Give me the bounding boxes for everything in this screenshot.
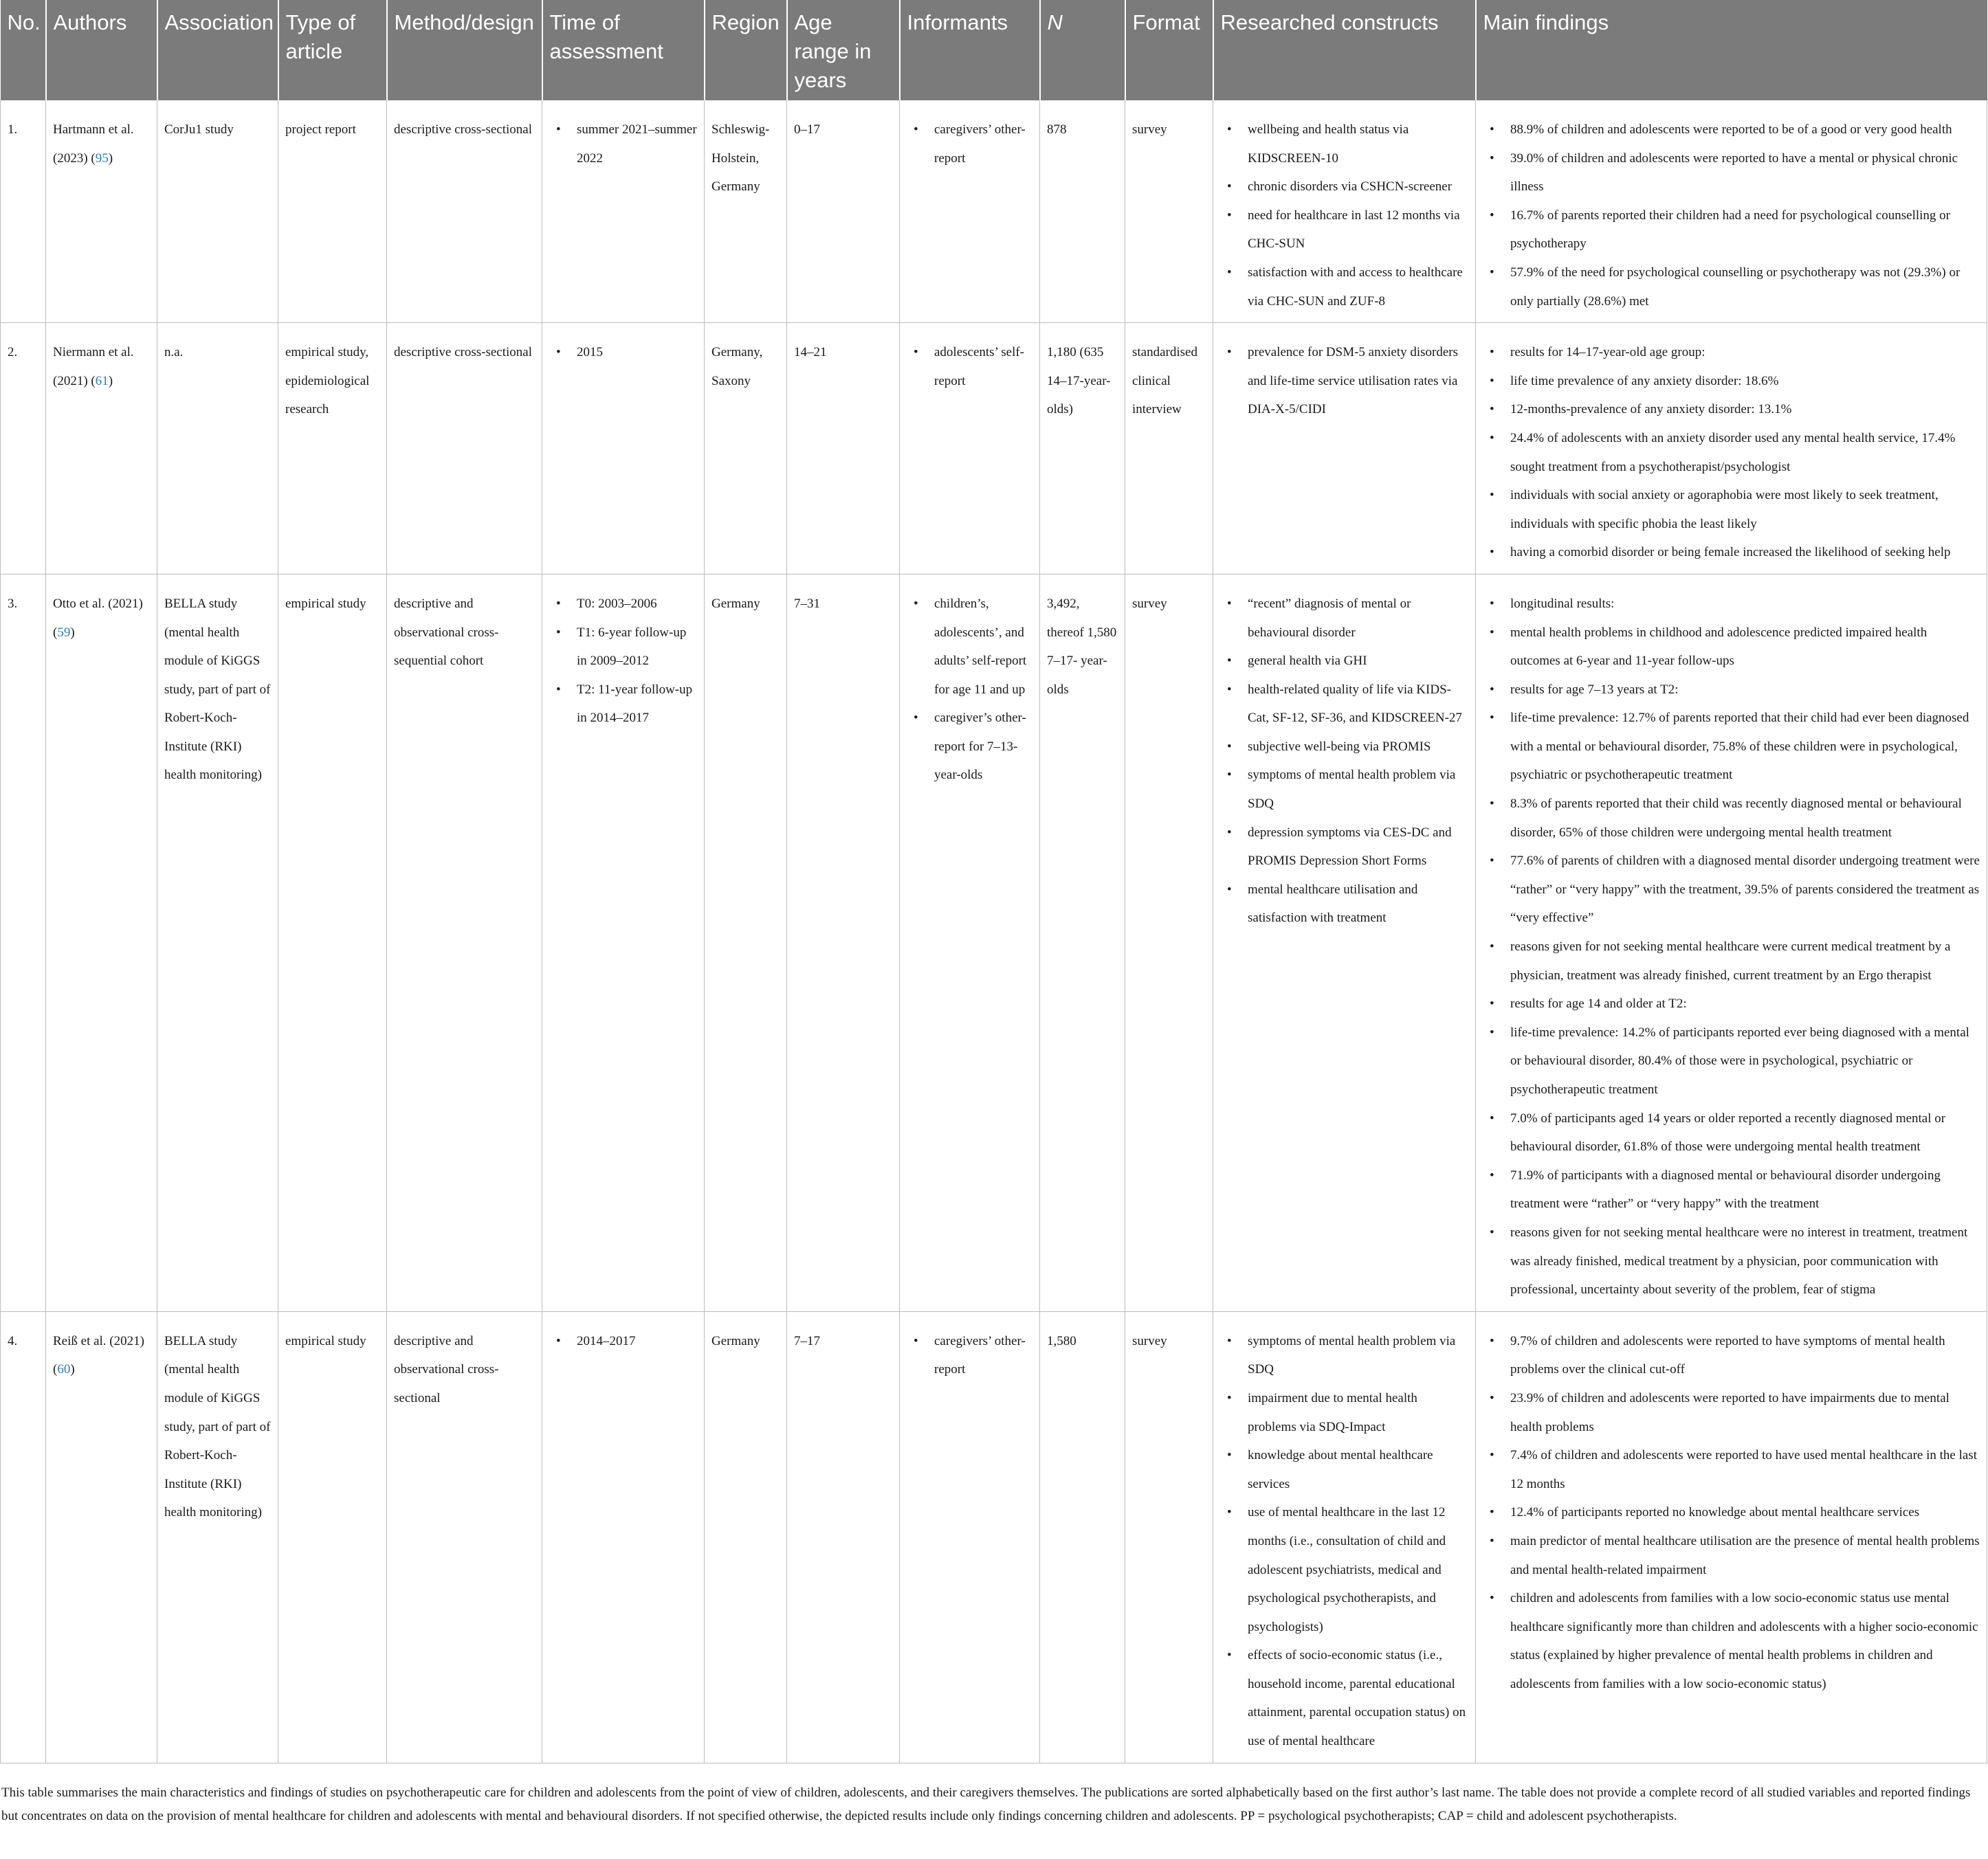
header-region: Region bbox=[705, 0, 787, 100]
cell-time bbox=[542, 100, 705, 323]
cell-region: Germany, Saxony bbox=[705, 323, 787, 575]
cell-method: descriptive cross-sectional bbox=[387, 100, 542, 323]
cell-method: descriptive cross-sectional bbox=[387, 323, 542, 575]
table-row bbox=[1, 574, 1987, 1311]
cell-constructs bbox=[1213, 100, 1476, 323]
cell-informants bbox=[900, 1311, 1040, 1763]
header-informants: Informants bbox=[900, 0, 1040, 100]
cell-region: Germany bbox=[705, 1311, 787, 1763]
header-type: Type of article bbox=[278, 0, 387, 100]
cell-n: 1,180 (635 14–17-year-olds) bbox=[1040, 323, 1125, 575]
cell-region: Germany bbox=[705, 574, 787, 1311]
cell-constructs bbox=[1213, 1311, 1476, 1763]
finding-item: • 12.4% of participants reported no knowledge about mental healthcare services bbox=[1483, 1498, 1980, 1527]
findings-list bbox=[1483, 1327, 1980, 1699]
cell-time-list bbox=[549, 115, 697, 172]
cell-constructs-list bbox=[1220, 1327, 1468, 1756]
list-item: • wellbeing and health status via KIDSCREEN-10 bbox=[1220, 115, 1468, 172]
author-paren: ) bbox=[108, 373, 113, 388]
cell-constructs-list bbox=[1220, 115, 1468, 315]
finding-item: • life time prevalence of any anxiety disorder: 18.6% bbox=[1483, 367, 1980, 396]
finding-item: • 24.4% of adolescents with an anxiety disorder used any mental health service, 17.4% sought treatment from a psychotherapist/psychologist bbox=[1483, 424, 1980, 481]
list-item: • caregiver’s other-report for 7–13-year-olds bbox=[907, 704, 1032, 790]
list-item: • T0: 2003–2006 bbox=[549, 590, 697, 619]
finding-item: • 8.3% of parents reported that their child was recently diagnosed mental or behavioural disorder, 65% of those children were undergoing mental health treatment bbox=[1483, 790, 1980, 847]
reference-link[interactable]: 95 bbox=[95, 151, 109, 166]
cell-n: 3,492, thereof 1,580 7–17- year-olds bbox=[1040, 574, 1125, 1311]
list-item: • satisfaction with and access to healthcare via CHC-SUN and ZUF-8 bbox=[1220, 258, 1468, 315]
cell-authors bbox=[46, 1311, 157, 1763]
finding-item: • having a comorbid disorder or being female increased the likelihood of seeking help bbox=[1483, 538, 1980, 567]
cell-time bbox=[542, 323, 705, 575]
header-format: Format bbox=[1125, 0, 1213, 100]
cell-association: BELLA study (mental health module of KiGGS study, part of part of Robert-Koch-Institute (RKI) health monitoring) bbox=[157, 1311, 278, 1763]
cell-format: survey bbox=[1125, 1311, 1213, 1763]
header-n: N bbox=[1040, 0, 1125, 100]
cell-association: BELLA study (mental health module of KiGGS study, part of part of Robert-Koch-Institute (RKI) health monitoring) bbox=[157, 574, 278, 1311]
cell-constructs bbox=[1213, 574, 1476, 1311]
cell-region: Schleswig-Holstein, Germany bbox=[705, 100, 787, 323]
header-time: Time of assessment bbox=[542, 0, 705, 100]
cell-method: descriptive and observational cross-sectional bbox=[387, 1311, 542, 1763]
cell-authors bbox=[46, 100, 157, 323]
finding-item: • 7.4% of children and adolescents were reported to have used mental healthcare in the last 12 months bbox=[1483, 1441, 1980, 1498]
cell-type: empirical study, epidemiological research bbox=[278, 323, 387, 575]
list-item: • knowledge about mental healthcare services bbox=[1220, 1441, 1468, 1498]
cell-constructs bbox=[1213, 323, 1476, 575]
list-item: • impairment due to mental health problems via SDQ-Impact bbox=[1220, 1384, 1468, 1441]
cell-time bbox=[542, 1311, 705, 1763]
header-no: No. bbox=[1, 0, 46, 100]
cell-informants-list bbox=[907, 115, 1032, 172]
list-item: • 2014–2017 bbox=[549, 1327, 697, 1356]
list-item: • health-related quality of life via KIDS-Cat, SF-12, SF-36, and KIDSCREEN-27 bbox=[1220, 676, 1468, 733]
reference-link[interactable]: 59 bbox=[57, 625, 71, 640]
list-item: • use of mental healthcare in the last 12 months (i.e., consultation of child and adolescent psychiatrists, medical and psychological psychotherapists, and psychologists) bbox=[1220, 1498, 1468, 1641]
header-method: Method/design bbox=[387, 0, 542, 100]
cell-constructs-list bbox=[1220, 338, 1468, 424]
cell-findings bbox=[1476, 1311, 1987, 1763]
cell-type: empirical study bbox=[278, 1311, 387, 1763]
list-item: • symptoms of mental health problem via SDQ bbox=[1220, 761, 1468, 818]
finding-item: • reasons given for not seeking mental healthcare were no interest in treatment, treatment was already finished, medical treatment by a physician, poor communication with professional, uncertainty about severity of the problem, fear of stigma bbox=[1483, 1218, 1980, 1304]
finding-item: • children and adolescents from families with a low socio-economic status use mental healthcare significantly more than children and adolescents with a higher socio-economic status (explained by higher prevalence of mental health problems in children and adolescents from families with a low socio-economic status) bbox=[1483, 1584, 1980, 1698]
header-age: Age range in years bbox=[787, 0, 900, 100]
cell-informants bbox=[900, 574, 1040, 1311]
finding-item: • mental health problems in childhood and adolescence predicted impaired health outcomes at 6-year and 11-year follow-ups bbox=[1483, 619, 1980, 676]
cell-format: survey bbox=[1125, 574, 1213, 1311]
cell-constructs-list bbox=[1220, 590, 1468, 933]
list-item: • summer 2021–summer 2022 bbox=[549, 115, 697, 172]
cell-authors bbox=[46, 323, 157, 575]
list-item: • caregivers’ other-report bbox=[907, 1327, 1032, 1384]
cell-time-list bbox=[549, 338, 697, 367]
finding-item: • 71.9% of participants with a diagnosed mental or behavioural disorder undergoing treatment were “rather” or “very happy” with the treatment bbox=[1483, 1161, 1980, 1218]
finding-subheading: • results for 14–17-year-old age group: bbox=[1483, 338, 1980, 367]
reference-link[interactable]: 60 bbox=[57, 1362, 71, 1377]
finding-item: • 7.0% of participants aged 14 years or older reported a recently diagnosed mental or behavioural disorder, 61.8% of those were undergoing mental health treatment bbox=[1483, 1104, 1980, 1161]
cell-findings bbox=[1476, 323, 1987, 575]
list-item: • need for healthcare in last 12 months via CHC-SUN bbox=[1220, 201, 1468, 258]
author-paren: ) bbox=[108, 151, 113, 166]
cell-type: project report bbox=[278, 100, 387, 323]
author-text: Otto et al. (2021) ( bbox=[53, 596, 143, 640]
list-item: • adolescents’ self-report bbox=[907, 338, 1032, 395]
table-body bbox=[1, 100, 1987, 1763]
author-paren: ) bbox=[70, 625, 75, 640]
cell-age: 14–21 bbox=[787, 323, 900, 575]
list-item: • T2: 11-year follow-up in 2014–2017 bbox=[549, 676, 697, 733]
cell-time bbox=[542, 574, 705, 1311]
cell-no: 1. bbox=[1, 100, 46, 323]
finding-item: • 77.6% of parents of children with a diagnosed mental disorder undergoing treatment were “rather” or “very happy” with the treatment, 39.5% of parents considered the treatment as “very effective” bbox=[1483, 847, 1980, 933]
list-item: • 2015 bbox=[549, 338, 697, 367]
finding-item: • 12-months-prevalence of any anxiety disorder: 13.1% bbox=[1483, 395, 1980, 424]
cell-method: descriptive and observational cross-sequential cohort bbox=[387, 574, 542, 1311]
list-item: • subjective well-being via PROMIS bbox=[1220, 733, 1468, 761]
cell-association: n.a. bbox=[157, 323, 278, 575]
author-text: Reiß et al. (2021) ( bbox=[53, 1333, 144, 1377]
cell-findings bbox=[1476, 574, 1987, 1311]
cell-age: 0–17 bbox=[787, 100, 900, 323]
cell-findings bbox=[1476, 100, 1987, 323]
finding-item: • 88.9% of children and adolescents were reported to be of a good or very good health bbox=[1483, 115, 1980, 144]
finding-item: • 9.7% of children and adolescents were reported to have symptoms of mental health problems over the clinical cut-off bbox=[1483, 1327, 1980, 1384]
cell-informants bbox=[900, 323, 1040, 575]
finding-item: • life-time prevalence: 12.7% of parents reported that their child had ever been diagnosed with a mental or behavioural disorder, 75.8% of these children were in psychological, psychiatric or psychotherapeutic treatment bbox=[1483, 704, 1980, 790]
author-paren: ) bbox=[70, 1362, 75, 1377]
cell-n: 878 bbox=[1040, 100, 1125, 323]
cell-informants-list bbox=[907, 590, 1032, 790]
cell-age: 7–17 bbox=[787, 1311, 900, 1763]
list-item: • symptoms of mental health problem via SDQ bbox=[1220, 1327, 1468, 1384]
list-item: • effects of socio-economic status (i.e., household income, parental educational attainment, parental occupation status) on use of mental healthcare bbox=[1220, 1641, 1468, 1755]
table-row bbox=[1, 323, 1987, 575]
findings-list bbox=[1483, 338, 1980, 567]
reference-link[interactable]: 61 bbox=[95, 373, 109, 388]
cell-n: 1,580 bbox=[1040, 1311, 1125, 1763]
author-text: Niermann et al. (2021) ( bbox=[53, 345, 134, 388]
cell-informants bbox=[900, 100, 1040, 323]
list-item: • children’s, adolescents’, and adults’ self-report for age 11 and up bbox=[907, 590, 1032, 704]
author-text: Hartmann et al. (2023) ( bbox=[53, 122, 134, 166]
list-item: • “recent” diagnosis of mental or behavioural disorder bbox=[1220, 590, 1468, 647]
list-item: • general health via GHI bbox=[1220, 647, 1468, 676]
table-row bbox=[1, 100, 1987, 323]
finding-subheading: • longitudinal results: bbox=[1483, 590, 1980, 619]
finding-subheading: • results for age 14 and older at T2: bbox=[1483, 990, 1980, 1018]
list-item: • caregivers’ other-report bbox=[907, 115, 1032, 172]
cell-time-list bbox=[549, 590, 697, 733]
cell-no: 3. bbox=[1, 574, 46, 1311]
finding-item: • 23.9% of children and adolescents were reported to have impairments due to mental health problems bbox=[1483, 1384, 1980, 1441]
finding-item: • life-time prevalence: 14.2% of participants reported ever being diagnosed with a mental or behavioural disorder, 80.4% of those were in psychological, psychiatric or psychotherapeutic treatment bbox=[1483, 1018, 1980, 1104]
cell-no: 4. bbox=[1, 1311, 46, 1763]
header-row bbox=[1, 0, 1987, 100]
finding-item: • 57.9% of the need for psychological counselling or psychotherapy was not (29.3%) or only partially (28.6%) met bbox=[1483, 258, 1980, 315]
cell-format: standardised clinical interview bbox=[1125, 323, 1213, 575]
cell-no: 2. bbox=[1, 323, 46, 575]
finding-subheading: • results for age 7–13 years at T2: bbox=[1483, 676, 1980, 704]
list-item: • chronic disorders via CSHCN-screener bbox=[1220, 172, 1468, 201]
finding-item: • 16.7% of parents reported their children had a need for psychological counselling or psychotherapy bbox=[1483, 201, 1980, 258]
cell-association: CorJu1 study bbox=[157, 100, 278, 323]
cell-time-list bbox=[549, 1327, 697, 1356]
finding-item: • reasons given for not seeking mental healthcare were current medical treatment by a physician, treatment was already finished, current treatment by an Ergo therapist bbox=[1483, 933, 1980, 990]
cell-age: 7–31 bbox=[787, 574, 900, 1311]
finding-item: • main predictor of mental healthcare utilisation are the presence of mental health problems and mental health-related impairment bbox=[1483, 1527, 1980, 1584]
header-authors: Authors bbox=[46, 0, 157, 100]
cell-authors bbox=[46, 574, 157, 1311]
cell-informants-list bbox=[907, 338, 1032, 395]
table-row bbox=[1, 1311, 1987, 1763]
findings-list bbox=[1483, 115, 1980, 315]
list-item: • prevalence for DSM-5 anxiety disorders and life-time service utilisation rates via DIA-X-5/CIDI bbox=[1220, 338, 1468, 424]
findings-list bbox=[1483, 590, 1980, 1304]
header-findings: Main findings bbox=[1476, 0, 1987, 100]
list-item: • depression symptoms via CES-DC and PROMIS Depression Short Forms bbox=[1220, 819, 1468, 876]
cell-informants-list bbox=[907, 1327, 1032, 1384]
table-footnote: This table summarises the main characteristics and findings of studies on psychotherapeutic care for children and adolescents from the point of view of children, adolescents, and their caregivers themselves. The publications are sorted alphabetically based on the first author’s last name. The table does not provide a complete record of all studied variables and reported findings but concentrates on data on the provision of mental healthcare for children and adolescents with mental and behavioural disorders. If not specified otherwise, the depicted results include only findings concerning children and adolescents. PP = psychological psychotherapists; CAP = child and adolescent psychotherapists. bbox=[1, 1785, 1971, 1823]
cell-format: survey bbox=[1125, 100, 1213, 323]
cell-type: empirical study bbox=[278, 574, 387, 1311]
list-item: • T1: 6-year follow-up in 2009–2012 bbox=[549, 619, 697, 676]
finding-item: • individuals with social anxiety or agoraphobia were most likely to seek treatment, individuals with specific phobia the least likely bbox=[1483, 481, 1980, 538]
header-constructs: Researched constructs bbox=[1213, 0, 1476, 100]
header-association: Association bbox=[157, 0, 278, 100]
list-item: • mental healthcare utilisation and satisfaction with treatment bbox=[1220, 876, 1468, 933]
finding-item: • 39.0% of children and adolescents were reported to have a mental or physical chronic illness bbox=[1483, 144, 1980, 201]
